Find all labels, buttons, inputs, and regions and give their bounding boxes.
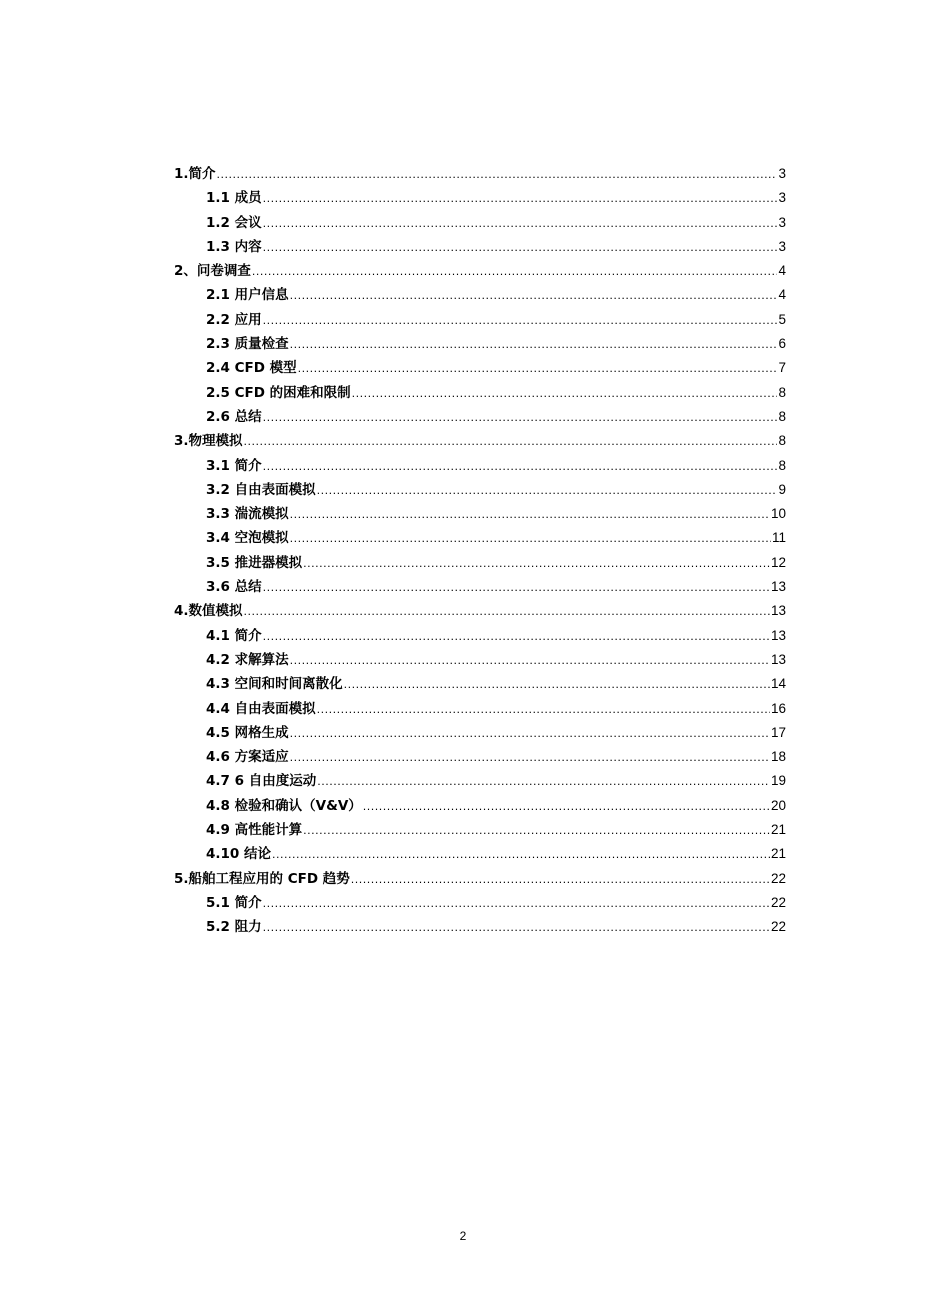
toc-entry-label: 1.3 内容: [206, 238, 262, 255]
toc-entry-page: 3: [778, 238, 786, 254]
toc-dot-leader: [263, 192, 778, 205]
toc-dot-leader: [290, 338, 778, 351]
toc-entry-label: 2.2 应用: [206, 311, 262, 328]
toc-dot-leader: [298, 362, 778, 375]
toc-entry[interactable]: [174, 721, 786, 745]
toc-entry-page: 7: [778, 360, 786, 376]
toc-entry[interactable]: [174, 842, 786, 866]
toc-dot-leader: [263, 217, 778, 230]
toc-dot-leader: [263, 314, 778, 327]
toc-dot-leader: [290, 289, 778, 302]
toc-entry-label: 3.4 空泡模拟: [206, 530, 289, 547]
toc-entry-label: 5.2 阻力: [206, 919, 262, 936]
toc-dot-leader: [303, 824, 770, 837]
toc-entry[interactable]: [174, 551, 786, 575]
toc-entry[interactable]: [174, 332, 786, 356]
page-number: 2: [459, 1229, 467, 1243]
toc-entry-page: 8: [778, 433, 786, 449]
toc-entry-label: 4.6 方案适应: [206, 749, 289, 766]
toc-dot-leader: [263, 241, 778, 254]
toc-entry[interactable]: [174, 915, 786, 939]
toc-dot-leader: [290, 751, 770, 764]
toc-entry[interactable]: [174, 211, 786, 235]
toc-entry-label: 5.1 简介: [206, 894, 262, 911]
toc-dot-leader: [217, 168, 778, 181]
toc-entry[interactable]: [174, 478, 786, 502]
toc-dot-leader: [290, 654, 770, 667]
toc-dot-leader: [263, 411, 778, 424]
toc-entry-page: 10: [770, 506, 786, 522]
toc-entry[interactable]: [174, 526, 786, 550]
toc-entry-page: 13: [770, 627, 786, 643]
toc-dot-leader: [263, 460, 778, 473]
toc-entry-label: 4.7 6 自由度运动: [206, 773, 317, 790]
toc-entry-label: 2、问卷调查: [174, 263, 251, 280]
toc-entry[interactable]: [174, 697, 786, 721]
toc-dot-leader: [317, 775, 770, 788]
toc-entry[interactable]: [174, 308, 786, 332]
toc-entry-label: 4.4 自由表面模拟: [206, 700, 316, 717]
toc-entry-page: 12: [770, 554, 786, 570]
toc-entry[interactable]: [174, 891, 786, 915]
toc-entry-page: 4: [778, 287, 786, 303]
toc-entry-label: 3.3 湍流模拟: [206, 506, 289, 523]
toc-entry-page: 19: [770, 773, 786, 789]
toc-entry-page: 21: [770, 846, 786, 862]
toc-entry-page: 6: [778, 336, 786, 352]
toc-dot-leader: [244, 435, 778, 448]
toc-dot-leader: [263, 897, 770, 910]
toc-entry[interactable]: [174, 454, 786, 478]
toc-dot-leader: [303, 557, 770, 570]
toc-entry-label: 4.2 求解算法: [206, 651, 289, 668]
toc-dot-leader: [290, 727, 770, 740]
toc-entry-label: 3.6 总结: [206, 579, 262, 596]
toc-entry[interactable]: [174, 745, 786, 769]
toc-entry[interactable]: [174, 624, 786, 648]
toc-entry-page: 20: [770, 797, 786, 813]
toc-entry[interactable]: [174, 818, 786, 842]
toc-entry-label: 3.5 推进器模拟: [206, 554, 303, 571]
toc-dot-leader: [317, 484, 778, 497]
toc-entry[interactable]: [174, 283, 786, 307]
toc-entry[interactable]: [174, 186, 786, 210]
toc-entry[interactable]: [174, 794, 786, 818]
toc-entry-label: 1.简介: [174, 166, 216, 182]
toc-entry-page: 9: [778, 481, 786, 497]
toc-entry[interactable]: [174, 575, 786, 599]
toc-entry-page: 3: [778, 190, 786, 206]
toc-entry-page: 22: [770, 870, 786, 886]
toc-entry-page: 11: [771, 530, 786, 546]
toc-entry-page: 8: [778, 408, 786, 424]
toc-entry[interactable]: [174, 356, 786, 380]
toc-dot-leader: [263, 630, 770, 643]
toc-entry-page: 13: [770, 579, 786, 595]
toc-entry-label: 3.2 自由表面模拟: [206, 481, 316, 498]
toc-entry-label: 2.1 用户信息: [206, 287, 289, 304]
toc-dot-leader: [290, 508, 770, 521]
toc-entry[interactable]: [174, 235, 786, 259]
toc-dot-leader: [290, 532, 771, 545]
toc-entry-page: 18: [770, 749, 786, 765]
toc-entry-page: 14: [770, 676, 786, 692]
toc-entry[interactable]: [174, 502, 786, 526]
toc-entry-label: 4.9 高性能计算: [206, 822, 303, 839]
toc-entry[interactable]: [174, 672, 786, 696]
toc-entry[interactable]: [174, 259, 786, 283]
toc-dot-leader: [263, 921, 770, 934]
toc-dot-leader: [317, 703, 770, 716]
toc-entry-page: 5: [778, 311, 786, 327]
toc-dot-leader: [352, 387, 778, 400]
toc-entry-page: 21: [770, 822, 786, 838]
toc-entry[interactable]: [174, 162, 786, 186]
toc-entry[interactable]: [174, 405, 786, 429]
toc-entry-label: 4.1 简介: [206, 627, 262, 644]
toc-entry[interactable]: [174, 429, 786, 453]
toc-entry[interactable]: [174, 599, 786, 623]
toc-entry-page: 13: [770, 651, 786, 667]
toc-dot-leader: [263, 581, 770, 594]
toc-dot-leader: [363, 800, 770, 813]
toc-entry-label: 4.8 检验和确认（V&V）: [206, 797, 362, 814]
toc-entry-page: 17: [770, 724, 786, 740]
toc-entry-label: 2.3 质量检查: [206, 336, 289, 353]
toc-entry-label: 4.数值模拟: [174, 603, 243, 620]
toc-entry[interactable]: [174, 648, 786, 672]
toc-entry-label: 4.10 结论: [206, 846, 272, 863]
toc-dot-leader: [272, 848, 770, 861]
toc-dot-leader: [244, 605, 770, 618]
toc-entry-page: 3: [778, 214, 786, 230]
toc-entry[interactable]: [174, 769, 786, 793]
toc-entry-page: 22: [770, 894, 786, 910]
toc-dot-leader: [344, 678, 770, 691]
toc-dot-leader: [351, 873, 770, 886]
toc-entry-page: 8: [778, 384, 786, 400]
toc-entry-label: 4.5 网格生成: [206, 724, 289, 741]
toc-entry-page: 16: [770, 700, 786, 716]
toc-entry-label: 3.1 简介: [206, 457, 262, 474]
toc-entry[interactable]: [174, 867, 786, 891]
toc-entry[interactable]: [174, 381, 786, 405]
toc-entry-label: 1.1 成员: [206, 190, 262, 207]
toc-entry-page: 13: [770, 603, 786, 619]
toc-entry-page: 8: [778, 457, 786, 473]
toc-entry-label: 4.3 空间和时间离散化: [206, 676, 343, 693]
toc-entry-label: 5.船舶工程应用的 CFD 趋势: [174, 870, 350, 887]
toc-entry-label: 2.6 总结: [206, 408, 262, 425]
toc-dot-leader: [252, 265, 778, 278]
toc-entry-page: 22: [770, 919, 786, 935]
toc-entry-label: 3.物理模拟: [174, 433, 243, 450]
toc-entry-label: 1.2 会议: [206, 214, 262, 231]
toc-entry-label: 2.4 CFD 模型: [206, 360, 297, 377]
toc-entry-page: 3: [778, 166, 786, 181]
toc-entry-label: 2.5 CFD 的困难和限制: [206, 384, 351, 401]
toc-entry-page: 4: [778, 263, 786, 279]
table-of-contents: [174, 162, 786, 940]
